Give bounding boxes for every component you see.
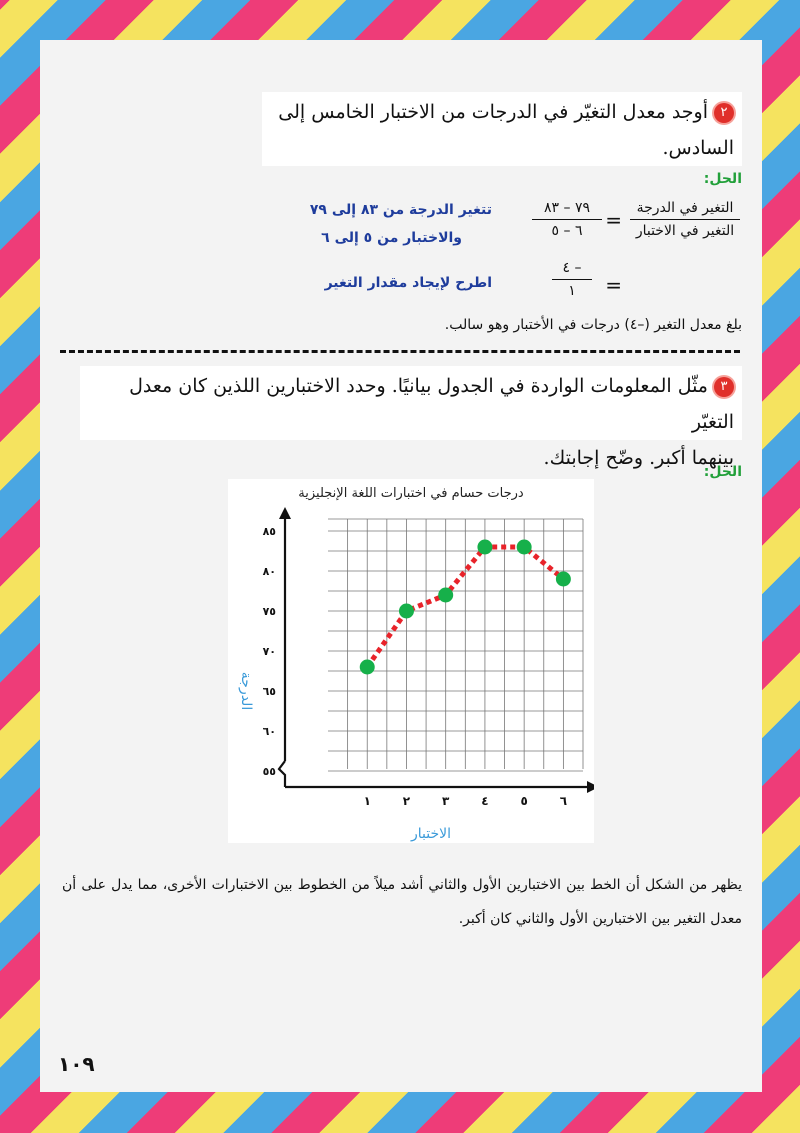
chart-axes xyxy=(279,507,594,793)
step2-denominator: ١ xyxy=(568,283,576,299)
y-tick-label: ٦٠ xyxy=(262,725,276,738)
step1-numerator: ٧٩ – ٨٣ xyxy=(544,200,590,216)
chart-container xyxy=(228,479,594,843)
question-3 xyxy=(80,366,742,469)
rate-fraction xyxy=(630,198,740,241)
note-test-change: والاختبار من ٥ إلى ٦ xyxy=(321,230,462,246)
note-subtract: اطرح لإيجاد مقدار التغير xyxy=(324,275,492,291)
line-chart xyxy=(228,479,594,843)
question-2-line1: أوجد معدل التغيّر في الدرجات من الاختبار الخامس إلى xyxy=(278,101,708,123)
conclusion-text: بلغ معدل التغير (–٤) درجات في الأختبار وهو سالب. xyxy=(444,317,742,333)
step1-denominator: ٦ – ٥ xyxy=(551,223,583,239)
question-2 xyxy=(262,92,742,166)
step2-numerator: – ٤ xyxy=(562,260,582,276)
data-point xyxy=(517,540,532,555)
fraction-denominator: التغير في الاختبار xyxy=(635,223,735,239)
x-axis-arrow xyxy=(587,781,594,793)
page-number: ١٠٩ xyxy=(58,1052,95,1076)
x-tick-label: ٤ xyxy=(481,794,489,808)
chart-ticks xyxy=(263,525,567,808)
solution-2-label: الحل: xyxy=(703,464,742,480)
y-axis-label: الدرجة xyxy=(238,671,254,711)
y-tick-label: ٦٥ xyxy=(262,685,276,698)
question-2-line2: السادس. xyxy=(662,137,734,159)
data-point xyxy=(556,572,571,587)
separator-dashed xyxy=(60,350,740,353)
equals-sign: = xyxy=(605,208,622,232)
y-axis-arrow xyxy=(279,507,291,519)
question-number-badge: ٢ xyxy=(714,103,734,123)
explanation-paragraph: يظهر من الشكل أن الخط بين الاختبارين الأول والثاني أشد ميلاً من الخطوط بين الاختبارات الأخرى، مما يدل على أن معدل التغير بين الاختبارين الأول والثاني كان أكبر. xyxy=(62,877,742,927)
y-tick-label: ٥٥ xyxy=(262,765,276,778)
y-tick-label: ٧٠ xyxy=(262,645,276,658)
chart-grid xyxy=(328,519,583,771)
data-point xyxy=(477,540,492,555)
solution-label: الحل: xyxy=(703,171,742,187)
equals-sign-2: = xyxy=(605,273,622,297)
fraction-numerator: التغير في الدرجة xyxy=(636,200,734,216)
data-point xyxy=(438,588,453,603)
y-tick-label: ٧٥ xyxy=(262,605,276,618)
x-tick-label: ١ xyxy=(363,794,371,808)
data-point xyxy=(399,604,414,619)
note-grade-change: تتغير الدرجة من ٨٣ إلى ٧٩ xyxy=(309,202,492,218)
x-axis-label: الاختبار xyxy=(410,826,452,842)
x-tick-label: ٣ xyxy=(442,794,450,808)
y-tick-label: ٨٠ xyxy=(262,565,276,578)
y-tick-label: ٨٥ xyxy=(262,525,276,538)
step2-fraction xyxy=(552,258,592,301)
x-tick-label: ٢ xyxy=(402,794,411,808)
x-tick-label: ٥ xyxy=(520,794,528,808)
chart-title: درجات حسام في اختبارات اللغة الإنجليزية xyxy=(298,486,524,501)
step1-fraction xyxy=(532,198,602,241)
data-point xyxy=(360,660,375,675)
question-number-badge: ٣ xyxy=(714,377,734,397)
page xyxy=(40,40,762,1092)
question-3-line1: مثّل المعلومات الواردة في الجدول بيانيًا. وحدد الاختبارين اللذين كان معدل التغيّر xyxy=(129,375,734,433)
x-tick-label: ٦ xyxy=(559,794,568,808)
question-3-line2: بينهما أكبر. وضّح إجابتك. xyxy=(543,447,734,469)
y-axis-break xyxy=(279,761,285,787)
